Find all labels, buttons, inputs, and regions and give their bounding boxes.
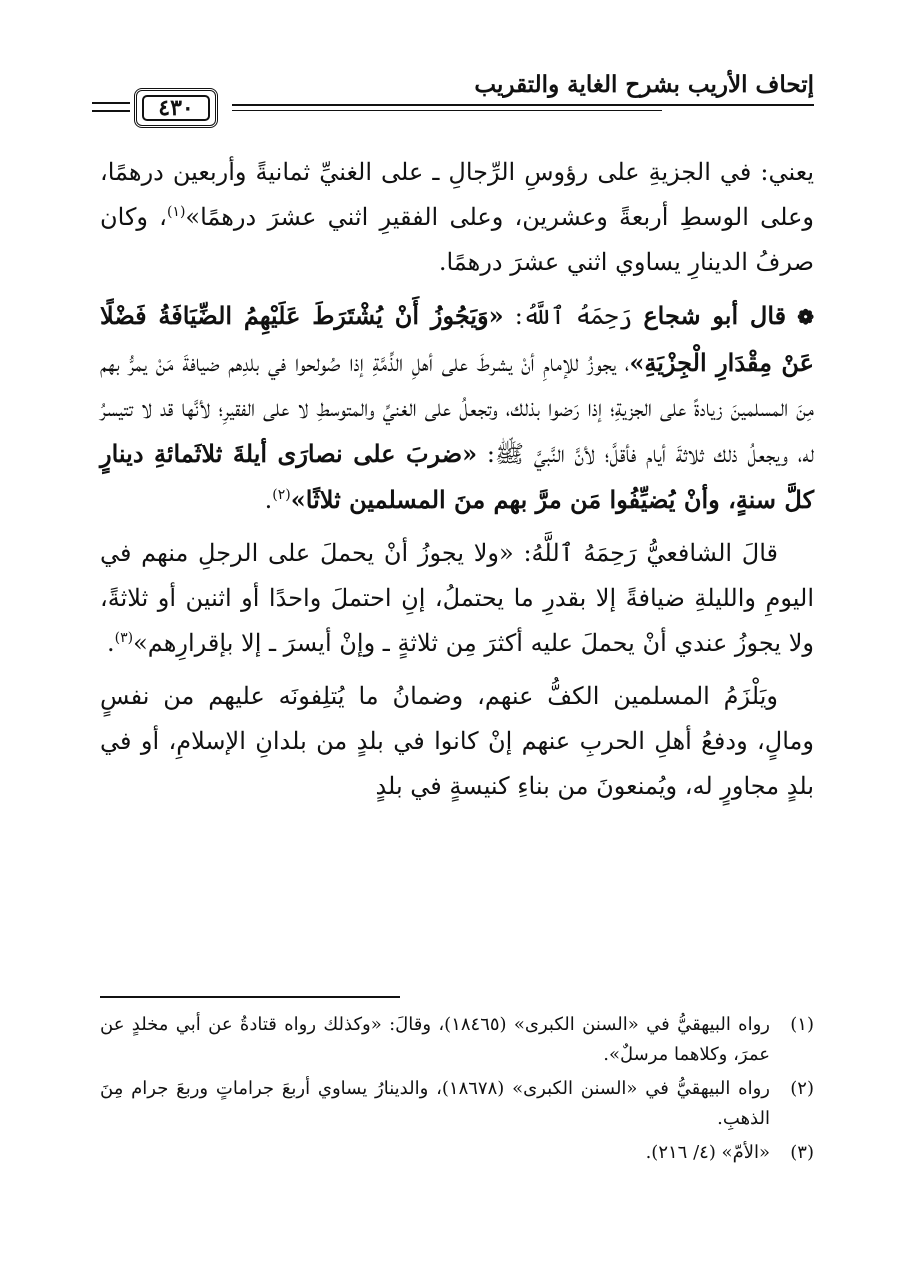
paragraph-3 — [100, 531, 814, 666]
paragraph-text: . — [106, 629, 115, 657]
paragraph-text: قالَ الشافعيُّ — [646, 539, 779, 567]
footnote-ref-1[interactable]: (١) — [166, 204, 186, 220]
running-title: إتحاف الأريب بشرح الغاية والتقريب — [474, 71, 814, 98]
paragraph-text: . — [264, 486, 273, 514]
footnote-text: رواه البيهقيُّ في «السنن الكبرى» (١٨٤٦٥)، وقالَ: «وكذلك رواه قتادةُ عن أبي مخلدٍ عن عمرَ، وكلاهما مرسلٌ». — [100, 1014, 770, 1065]
footnote-number: (٢) — [790, 1078, 814, 1099]
footnote-ref-2[interactable]: (٢) — [272, 487, 291, 503]
page-number: ٤٣٠ — [142, 95, 210, 121]
footnote-number: (١) — [790, 1014, 814, 1035]
hadith-quote: «ضربَ على نصارَى أيلةَ ثلاثَمائةِ دينارٍ كلَّ سنةٍ، وأنْ يُضيِّفُوا مَن مرَّ بهم منَ المسلمين ثلاثًا» — [100, 439, 814, 514]
footnotes — [100, 1010, 814, 1172]
footnote-number: (٣) — [790, 1142, 814, 1163]
shafii-quote: «ولا يجوزُ أنْ يحملَ على الرجلِ منهم في اليومِ والليلةِ ضيافةً إلا بقدرِ ما يحتملُ، إنِ احتملَ واحدًا أو اثنين أو ثلاثةً، ولا يجوزُ عندي أنْ يحملَ عليه أكثرَ مِن ثلاثةٍ ـ وإنْ أيسرَ ـ إلا بإقرارِهم» — [100, 539, 814, 657]
matn-quote: «وَيَجُوزُ أَنْ يُشْتَرَطَ عَلَيْهِمُ الضِّيَافَةُ فَضْلًا عَنْ مِقْدَارِ الْجِزْيَةِ» — [100, 301, 814, 377]
footnote-1 — [100, 1010, 814, 1070]
paragraph-text: ، يجوزُ للإمامِ أنْ يشرطَ على أهلِ الذِّمَّةِ إذا صُولحوا في بلدِهم ضيافةَ مَنْ يمرُّ بهم مِنَ المسلمينَ زيادةً على الجزيةِ؛ إذا رَضوا بذلك، وتجعلُ على الغنيِّ والمتوسطِ لا على الفقيرِ؛ لأنَّها قد لا تتيسرُ له، ويجعلُ ذلك ثلاثةَ أيام فأقلَّ؛ لأنَّ النَّبيَّ — [100, 349, 814, 468]
honorific: رَحِمَهُ ٱللَّهُ: — [523, 539, 637, 567]
page-number-frame — [134, 88, 218, 128]
paragraph-text: ، وكان صرفُ الدينارِ يساوي اثني عشرَ درهمًا. — [100, 203, 814, 276]
main-text — [100, 150, 814, 809]
footnote-ref-3[interactable]: (٣) — [114, 630, 134, 646]
footnote-3 — [100, 1138, 814, 1168]
salutation: ﷺ: — [486, 440, 524, 468]
page-number-ornament — [92, 102, 130, 112]
paragraph-text: يعني: في الجزيةِ على رؤوسِ الرِّجالِ ـ على الغنيِّ ثمانيةً وأربعين درهمًا، وعلى الوسطِ أربعةً وعشرين، وعلى الفقيرِ اثني عشرَ درهمًا» — [100, 158, 815, 231]
paragraph-4: ويَلْزَمُ المسلمين الكفُّ عنهم، وضمانُ ما يُتلِفونَه عليهم من نفسٍ ومالٍ، ودفعُ أهلِ الحربِ عنهم إنْ كانوا في بلدٍ من بلدانِ الإسلامِ، أو في بلدٍ مجاورٍ له، ويُمنعونَ من بناءِ كنيسةٍ في بلدٍ — [100, 682, 814, 800]
footnote-text: «الأمّ» (٤/ ٢١٦). — [645, 1142, 770, 1163]
flower-icon: ❁ — [797, 305, 814, 329]
paragraph-1 — [100, 150, 814, 285]
page-header — [92, 70, 814, 126]
footnote-separator — [100, 996, 400, 998]
paragraph-2 — [100, 293, 814, 523]
honorific: رَحِمَهُ ٱللَّهُ: — [514, 302, 633, 330]
footnote-2 — [100, 1074, 814, 1134]
footnote-text: رواه البيهقيُّ في «السنن الكبرى» (١٨٦٧٨)، والدينارُ يساوي أربعَ جراماتٍ وربعَ جرام مِنَ الذهبِ. — [100, 1078, 770, 1129]
speaker-name: قال أبو شجاع — [643, 301, 787, 330]
page-number-box — [92, 88, 232, 132]
